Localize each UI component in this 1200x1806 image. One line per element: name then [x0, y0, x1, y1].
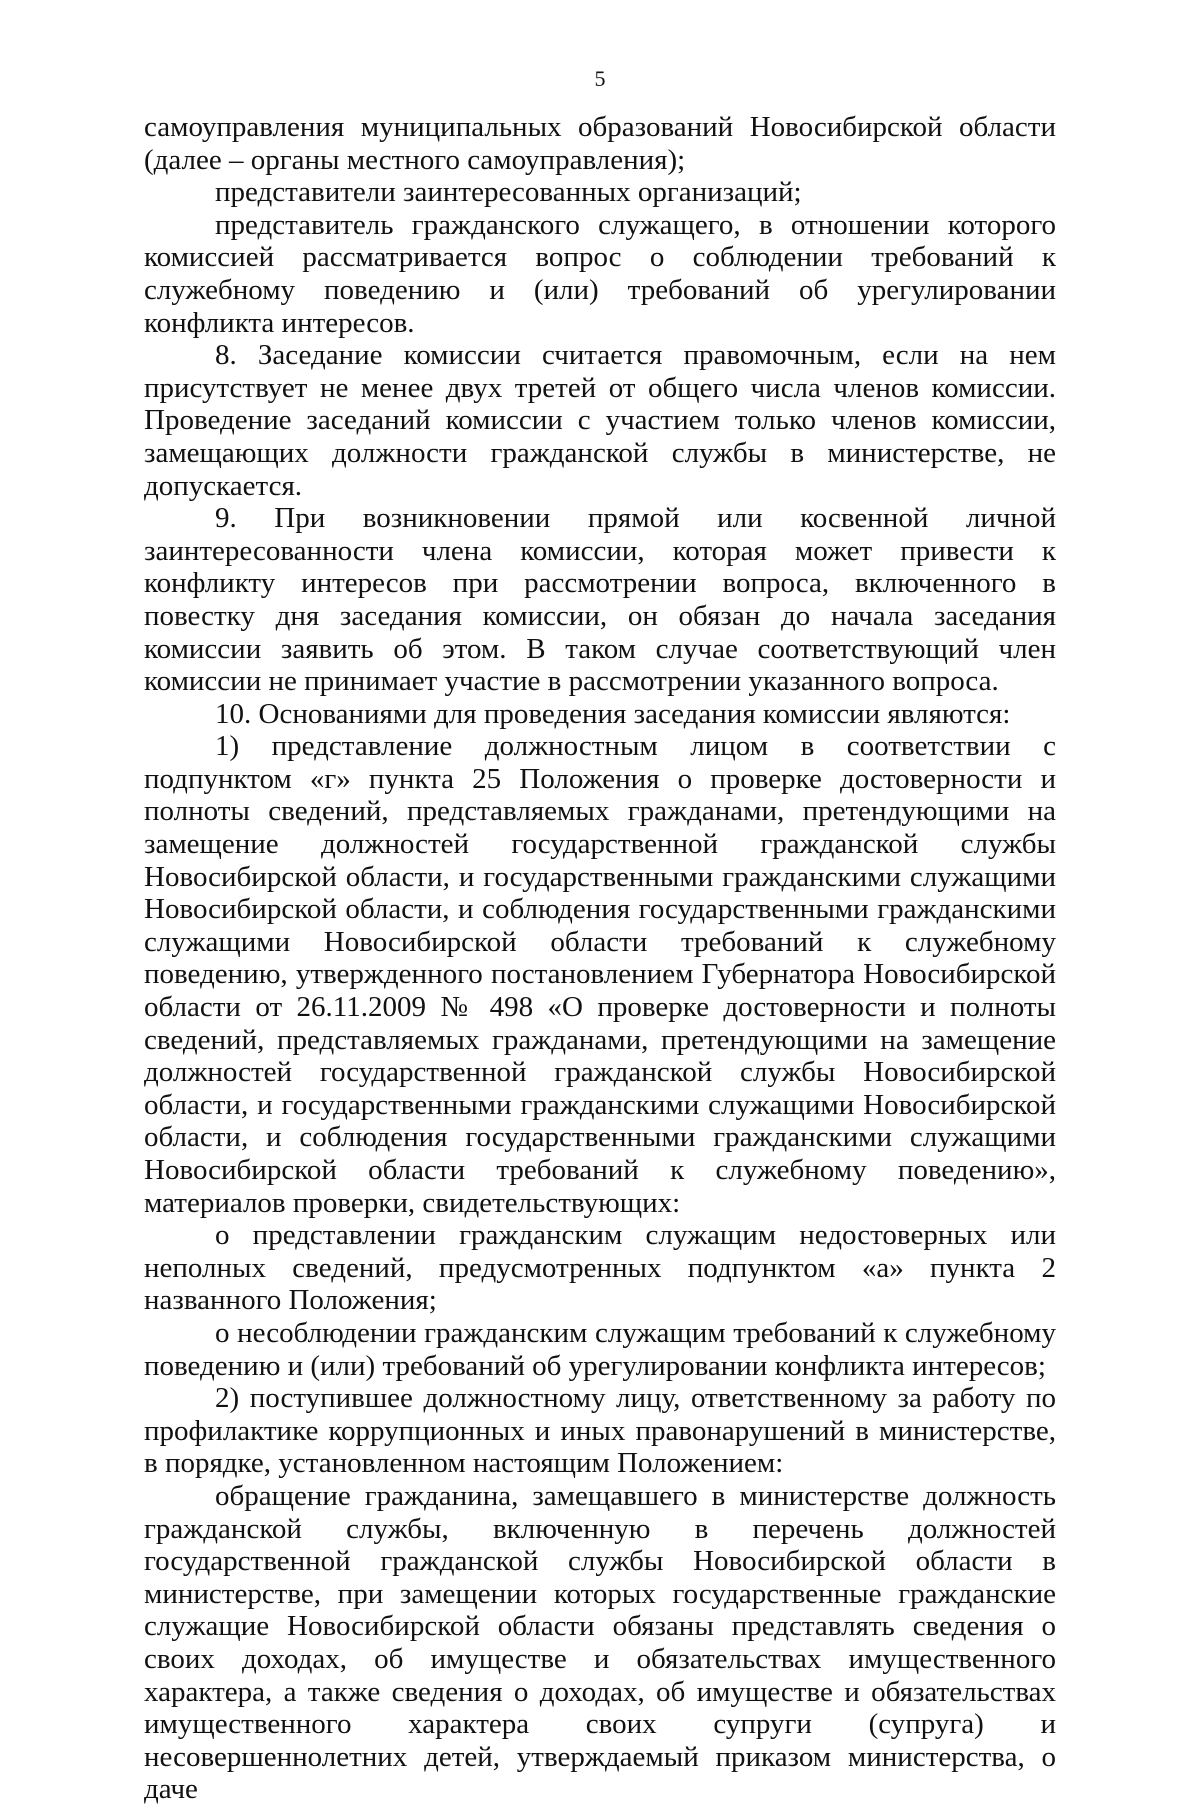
- paragraph-subitem-1: 1) представление должностным лицом в соответствии с подпунктом «г» пункта 25 Положения о проверке достоверности и полноты сведений, представляемых гражданами, претендующими на замещение должностей государственной гражданской службы Новосибирской области, и государственными гражданскими служащими Новосибирской области, и соблюдения государственными гражданскими служащими Новосибирской области требований к служебному поведению, утвержденного постановлением Губернатора Новосибирской области от 26.11.2009 № 498 «О проверке достоверности и полноты сведений, представляемых гражданами, претендующими на замещение должностей государственной гражданской службы Новосибирской области, и государственными гражданскими служащими Новосибирской области, и соблюдения государственными гражданскими служащими Новосибирской области требований к служебному поведению», материалов проверки, свидетельствующих:: [144, 730, 1056, 1219]
- paragraph-unreliable-information: о представлении гражданским служащим недостоверных или неполных сведений, предусмотренных подпунктом «а» пункта 2 названного Положения;: [144, 1219, 1056, 1317]
- page-number: 5: [594, 66, 606, 91]
- paragraph-subitem-2: 2) поступившее должностному лицу, ответственному за работу по профилактике коррупционных и иных правонарушений в министерстве, в порядке, установленном настоящим Положением:: [144, 1382, 1056, 1480]
- paragraph-interested-organizations: представители заинтересованных организаций;: [215, 176, 802, 209]
- paragraph-civil-servant-representative: представитель гражданского служащего, в отношении которого комиссией рассматривается вопрос о соблюдении требований к служебному поведению и (или) требований об урегулировании конфликта интересов.: [144, 208, 1056, 339]
- document-body: [144, 111, 1056, 1806]
- paragraph-item-10: 10. Основаниями для проведения заседания комиссии являются:: [215, 697, 1011, 730]
- paragraph-citizen-appeal: обращение гражданина, замещавшего в министерстве должность гражданской службы, включенную в перечень должностей государственной гражданской службы Новосибирской области в министерстве, при замещении которых государственные гражданские служащие Новосибирской области обязаны представлять сведения о своих доходах, об имуществе и обязательствах имущественного характера, а также сведения о доходах, об имуществе и обязательствах имущественного характера своих супруги (супруга) и несовершеннолетних детей, утверждаемый приказом министерства, о даче: [144, 1479, 1056, 1806]
- paragraph-continuation: самоуправления муниципальных образований Новосибирской области (далее – органы местного самоуправления);: [144, 111, 1056, 176]
- paragraph-item-8: 8. Заседание комиссии считается правомочным, если на нем присутствует не менее двух третей от общего числа членов комиссии. Проведение заседаний комиссии с участием только членов комиссии, замещающих должности гражданской службы в министерстве, не допускается.: [144, 339, 1056, 502]
- paragraph-non-compliance: о несоблюдении гражданским служащим требований к служебному поведению и (или) требований об урегулировании конфликта интересов;: [144, 1316, 1056, 1382]
- paragraph-item-9: 9. При возникновении прямой или косвенной личной заинтересованности члена комиссии, которая может привести к конфликту интересов при рассмотрении вопроса, включенного в повестку дня заседания комиссии, он обязан до начала заседания комиссии заявить об этом. В таком случае соответствующий член комиссии не принимает участие в рассмотрении указанного вопроса.: [144, 502, 1056, 698]
